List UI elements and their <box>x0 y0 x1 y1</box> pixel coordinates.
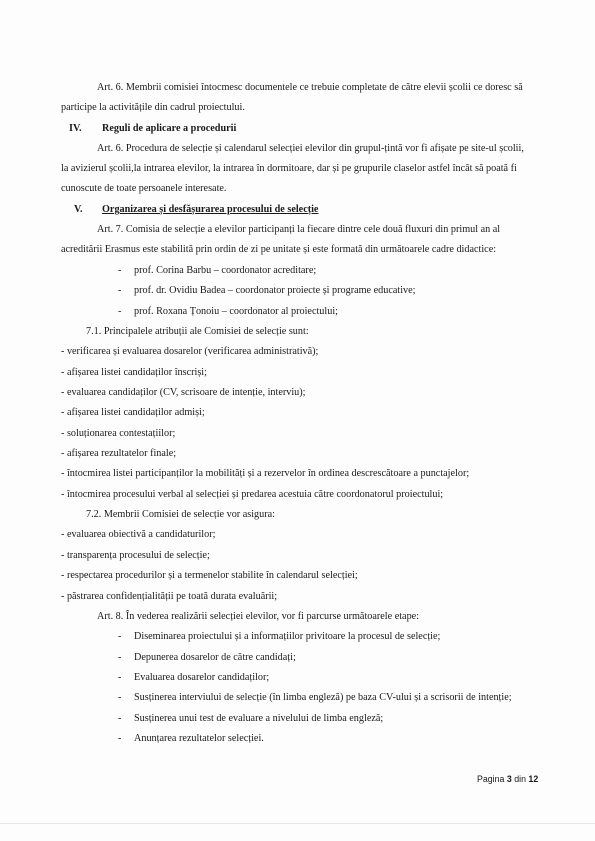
committee-member: prof. Corina Barbu – coordonator acreditare; <box>134 265 317 276</box>
stage-item: Evaluarea dosarelor candidaților; <box>134 672 270 683</box>
attribution-item: - afișarea rezultatelor finale; <box>61 448 177 459</box>
stage-bullet: - <box>118 631 122 642</box>
page-word: Pagina <box>477 774 505 784</box>
stage-bullet: - <box>118 672 122 683</box>
committee-bullet: - <box>118 306 122 317</box>
attributions-heading: 7.1. Principalele atribuții ale Comisiei de selecție sunt: <box>86 326 309 337</box>
stage-item: Susținerea unui test de evaluare a nivelului de limba engleză; <box>134 713 384 724</box>
committee-bullet: - <box>118 265 122 276</box>
section-5-number: V. <box>74 204 83 215</box>
art7-line-1: Art. 7. Comisia de selecție a elevilor participanți la fiecare dintre cele două fluxuri din primul an al <box>97 224 501 235</box>
stage-bullet: - <box>118 692 122 703</box>
ensure-heading: 7.2. Membrii Comisiei de selecție vor asigura: <box>86 509 275 520</box>
committee-member: prof. dr. Ovidiu Badea – coordonator proiecte și programe educative; <box>134 285 416 296</box>
stage-bullet: - <box>118 733 122 744</box>
attribution-item: - întocmirea listei participanților la mobilități și a rezervelor în ordinea descrescătoare a punctajelor; <box>61 468 470 479</box>
attribution-item: - întocmirea procesului verbal al selecției și predarea acestuia către coordonatorul proiectului; <box>61 489 444 500</box>
stage-item: Diseminarea proiectului și a informațiilor privitoare la procesul de selecție; <box>134 631 441 642</box>
attribution-item: - verificarea și evaluarea dosarelor (verificarea administrativă); <box>61 346 319 357</box>
attribution-item: - evaluarea candidaților (CV, scrisoare de intenție, interviu); <box>61 387 306 398</box>
art6-line-2: participe la activitățile din cadrul proiectului. <box>61 102 245 113</box>
page-of-word: din <box>514 774 526 784</box>
stage-bullet: - <box>118 713 122 724</box>
section-4-title: Reguli de aplicare a procedurii <box>102 123 237 134</box>
attribution-item: - afișarea listei candidaților admiși; <box>61 407 205 418</box>
section-4-number: IV. <box>69 123 82 134</box>
art6-line-1: Art. 6. Membrii comisiei întocmesc documentele ce trebuie completate de către elevii școlii ce doresc să <box>97 82 523 93</box>
section-5-title: Organizarea și desfășurarea procesului de selecție <box>102 204 319 215</box>
committee-bullet: - <box>118 285 122 296</box>
ensure-item: - evaluarea obiectivă a candidaturilor; <box>61 529 216 540</box>
page-number <box>477 774 538 784</box>
ensure-item: - respectarea procedurilor și a termenelor stabilite în calendarul selecției; <box>61 570 358 581</box>
committee-member: prof. Roxana Țonoiu – coordonator al proiectului; <box>134 306 338 317</box>
stage-item: Anunțarea rezultatelor selecției. <box>134 733 264 744</box>
page-current: 3 <box>506 774 512 784</box>
art7-line-2: acreditării Erasmus este stabilită prin ordin de zi pe unitate și este formată din următoarele cadre didactice: <box>61 244 497 255</box>
attribution-item: - afișarea listei candidaților înscriși; <box>61 367 207 378</box>
stage-item: Susținerea interviului de selecție (în limba engleză) pe baza CV-ului și a scrisorii de intenție; <box>134 692 512 703</box>
art6b-line-2: la avizierul școlii,la intrarea elevilor, la intrarea în dormitoare, dar și pe grupurile claselor astfel încât să poată fi <box>61 163 517 174</box>
stage-item: Depunerea dosarelor de către candidați; <box>134 652 296 663</box>
attribution-item: - soluționarea contestațiilor; <box>61 428 176 439</box>
ensure-item: - păstrarea confidențialității pe toată durata evaluării; <box>61 591 278 602</box>
ensure-item: - transparența procesului de selecție; <box>61 550 210 561</box>
page-total: 12 <box>528 774 539 784</box>
page-bottom-edge <box>0 823 595 824</box>
art8-heading: Art. 8. În vederea realizării selecției elevilor, vor fi parcurse următoarele etape: <box>97 611 420 622</box>
art6b-line-1: Art. 6. Procedura de selecție și calendarul selecției elevilor din grupul-țintă vor fi afișate pe site-ul școlii, <box>97 143 524 154</box>
art6b-line-3: cunoscute de toate persoanele interesate. <box>61 183 227 194</box>
stage-bullet: - <box>118 652 122 663</box>
